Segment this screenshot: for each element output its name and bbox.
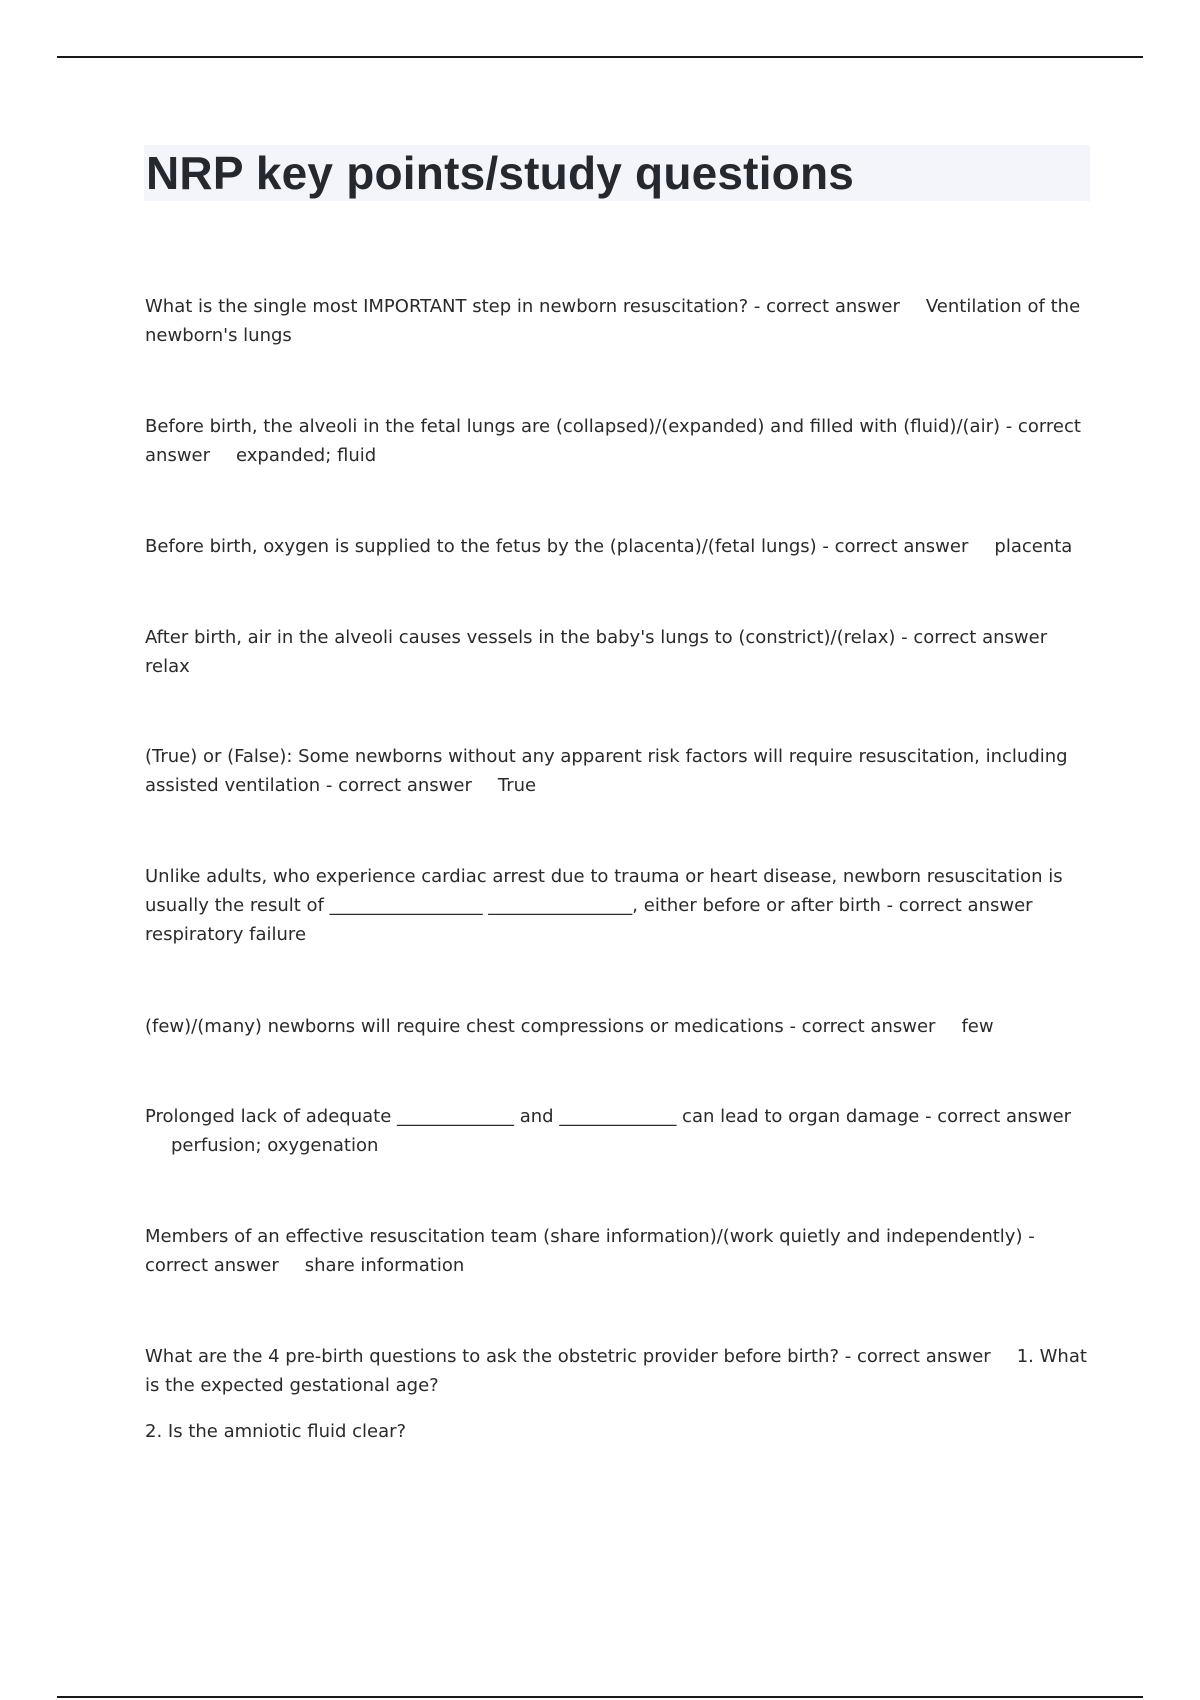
qa-answer: Ventilation of the newborn's lungs: [145, 296, 1081, 346]
qa-item: [145, 292, 1090, 350]
qa-item: [145, 532, 1090, 561]
qa-item: [145, 1102, 1090, 1160]
top-rule: [57, 56, 1143, 58]
qa-answer: perfusion; oxygenation: [171, 1135, 379, 1156]
qa-item: [145, 1342, 1090, 1400]
qa-answer: relax: [145, 656, 190, 677]
qa-answer: placenta: [994, 536, 1073, 557]
qa-question: What are the 4 pre-birth questions to ask the obstetric provider before birth? - correct answer: [145, 1346, 991, 1367]
qa-question: (few)/(many) newborns will require chest compressions or medications - correct answer: [145, 1016, 936, 1037]
qa-continuation: 2. Is the amniotic fluid clear?: [145, 1421, 407, 1442]
qa-answer: share information: [304, 1255, 465, 1276]
qa-item: [145, 742, 1090, 800]
qa-item: [145, 412, 1090, 470]
qa-question: Before birth, oxygen is supplied to the fetus by the (placenta)/(fetal lungs) - correct answer: [145, 536, 969, 557]
qa-answer: 1. What is the expected gestational age?: [145, 1346, 1087, 1396]
qa-item: [145, 862, 1090, 949]
qa-answer: True: [497, 775, 537, 796]
qa-item: [145, 1222, 1090, 1280]
qa-question: Members of an effective resuscitation team (share information)/(work quietly and independently) - correct answer: [145, 1226, 1035, 1276]
qa-answer: expanded; fluid: [236, 445, 377, 466]
qa-question: Prolonged lack of adequate _____________ and _____________ can lead to organ damage - correct answer: [145, 1106, 1072, 1127]
qa-item: [145, 1012, 1090, 1041]
qa-question: What is the single most IMPORTANT step in newborn resuscitation? - correct answer: [145, 296, 900, 317]
bottom-rule: [57, 1696, 1143, 1698]
document-title: NRP key points/study questions: [146, 147, 855, 199]
qa-answer: respiratory failure: [145, 924, 307, 945]
qa-answer: few: [961, 1016, 994, 1037]
qa-question: After birth, air in the alveoli causes vessels in the baby's lungs to (constrict)/(relax) - correct answer: [145, 627, 1048, 648]
qa-question: (True) or (False): Some newborns without any apparent risk factors will require resuscitation, including assisted ventilation - correct answer: [145, 746, 1068, 796]
qa-item: [145, 623, 1090, 681]
qa-question: Unlike adults, who experience cardiac arrest due to trauma or heart disease, newborn resuscitation is usually the result of _________________ ________________, either before or after birth - correct answer: [145, 866, 1063, 916]
qa-question: Before birth, the alveoli in the fetal lungs are (collapsed)/(expanded) and filled with (fluid)/(air) - correct answer: [145, 416, 1081, 466]
